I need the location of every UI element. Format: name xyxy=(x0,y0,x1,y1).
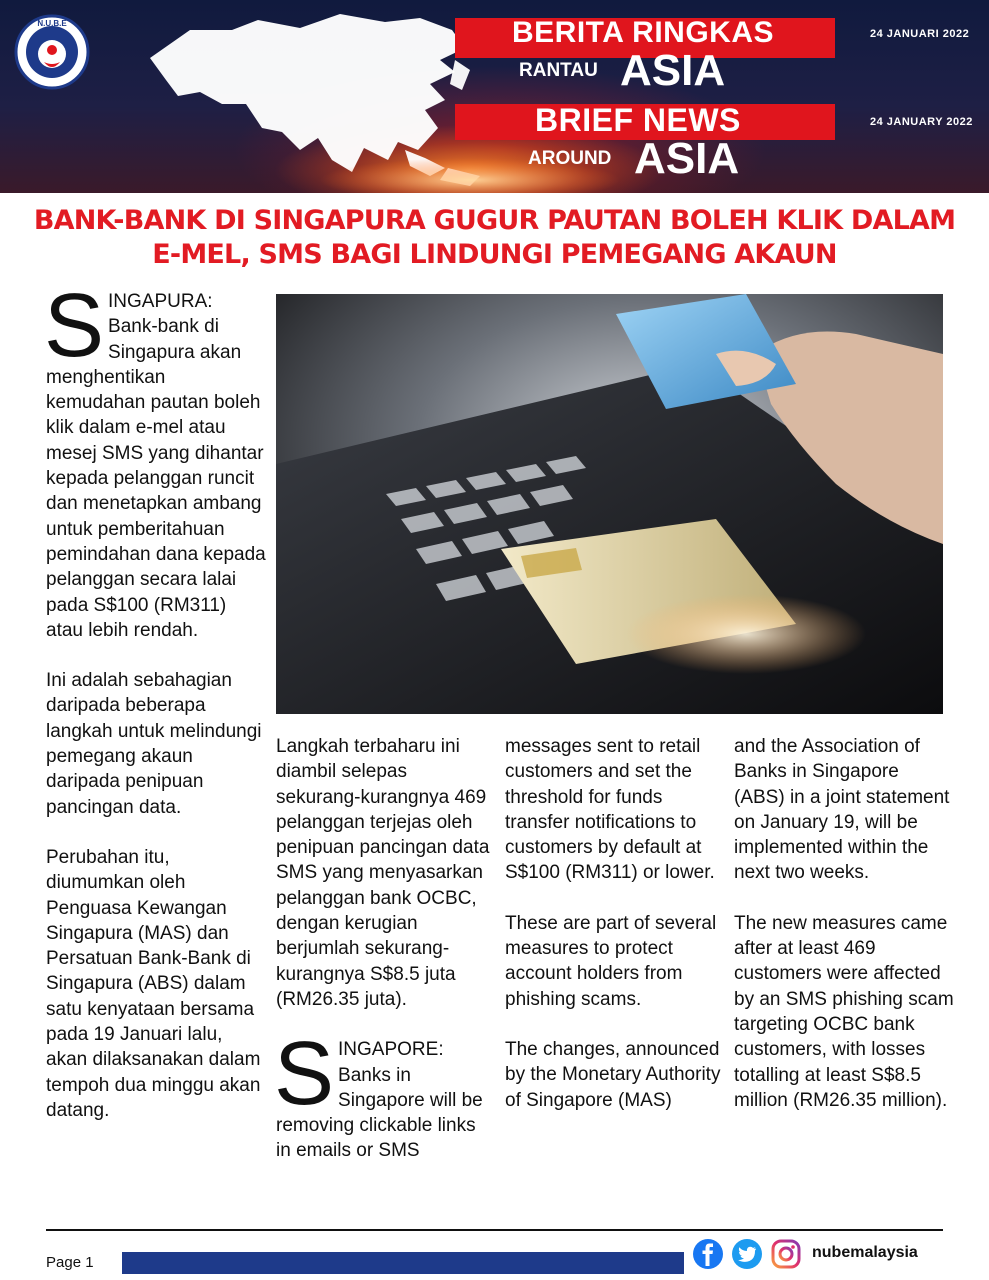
en-paragraph-2: These are part of several measures to protect account holders from phishing scams. xyxy=(505,912,717,1010)
column-2 xyxy=(276,734,492,1164)
twitter-icon[interactable] xyxy=(731,1238,763,1270)
article-photo xyxy=(276,294,943,714)
footer-divider xyxy=(46,1229,943,1231)
footer-navy-bar xyxy=(122,1252,684,1274)
svg-text:N.U.B.E: N.U.B.E xyxy=(37,19,67,28)
column-1 xyxy=(44,276,266,1123)
nube-logo xyxy=(14,14,90,90)
header-brief-news: BRIEF NEWS xyxy=(535,102,741,138)
header-rantau: RANTAU xyxy=(519,60,598,81)
en-paragraph-3-end: and the Association of Banks in Singapore (ABS) in a joint statement on January 19, will be implemented within the next two weeks. xyxy=(734,736,950,884)
ms-paragraph-3: Perubahan itu, diumumkan oleh Penguasa Kewangan Singapura (MAS) dan Persatuan Bank-Bank di Singapura (ABS) dalam satu kenyataan bersama pada 19 Januari lalu, akan dilaksanakan dalam tempoh dua minggu akan datang. xyxy=(46,846,261,1121)
dropcap-en: S xyxy=(274,1024,335,1125)
column-4 xyxy=(734,734,954,1113)
column-3 xyxy=(505,734,721,1113)
facebook-icon[interactable] xyxy=(692,1238,724,1270)
ms-paragraph-2: Ini adalah sebahagian daripada beberapa langkah untuk melindungi pemegang akaun daripada penipuan pancingan data. xyxy=(46,670,262,818)
header-asia-1: ASIA xyxy=(620,46,726,95)
instagram-icon[interactable] xyxy=(770,1238,802,1270)
header-asia-2: ASIA xyxy=(634,134,740,183)
en-paragraph-1-start: SINGAPORE: Banks in Singapore will be removing clickable links in emails or SMS xyxy=(274,1024,483,1162)
dropcap-ms: S xyxy=(44,276,105,376)
header-berita-ringkas: BERITA RINGKAS xyxy=(512,16,774,49)
date-malay: 24 JANUARI 2022 xyxy=(870,28,970,40)
article-title xyxy=(30,204,959,272)
en-paragraph-3-start: The changes, announced by the Monetary Authority of Singapore (MAS) xyxy=(505,1038,721,1111)
laptop-credit-card-illustration xyxy=(276,294,943,714)
article-title-line1: BANK-BANK DI SINGAPURA GUGUR PAUTAN BOLEH KLIK DALAM xyxy=(33,205,956,236)
en-paragraph-4: The new measures came after at least 469 customers were affected by an SMS phishing scam targeting OCBC bank customers, with losses totalling at least S$8.5 million (RM26.35 million). xyxy=(734,912,954,1111)
header-banner xyxy=(0,0,989,193)
social-handle[interactable]: nubemalaysia xyxy=(812,1244,918,1261)
header-around: AROUND xyxy=(528,148,612,169)
page-number: Page 1 xyxy=(46,1254,94,1271)
ms-paragraph-1: SINGAPURA: Bank-bank di Singapura akan menghentikan kemudahan pautan boleh klik dalam e-mel atau mesej SMS yang dihantar kepada pelanggan runcit dan menetapkan ambang untuk pemberitahuan pemindahan dana kepada pelanggan secara lalai pada S$100 (RM311) atau lebih rendah. xyxy=(44,276,266,641)
ms-paragraph-4: Langkah terbaharu ini diambil selepas sekurang-kurangnya 469 pelanggan terjejas oleh penipuan pancingan data SMS yang menyasarkan pelanggan bank OCBC, dengan kerugian berjumlah sekurang-kurangnya S$8.5 juta (RM26.35 juta). xyxy=(276,736,490,1010)
article-title-line2: E-MEL, SMS BAGI LINDUNGI PEMEGANG AKAUN xyxy=(152,239,837,270)
date-english: 24 JANUARY 2022 xyxy=(870,116,973,128)
en-paragraph-1-end: messages sent to retail customers and set the threshold for funds transfer notifications to customers by default at S$100 (RM311) or lower. xyxy=(505,736,715,884)
